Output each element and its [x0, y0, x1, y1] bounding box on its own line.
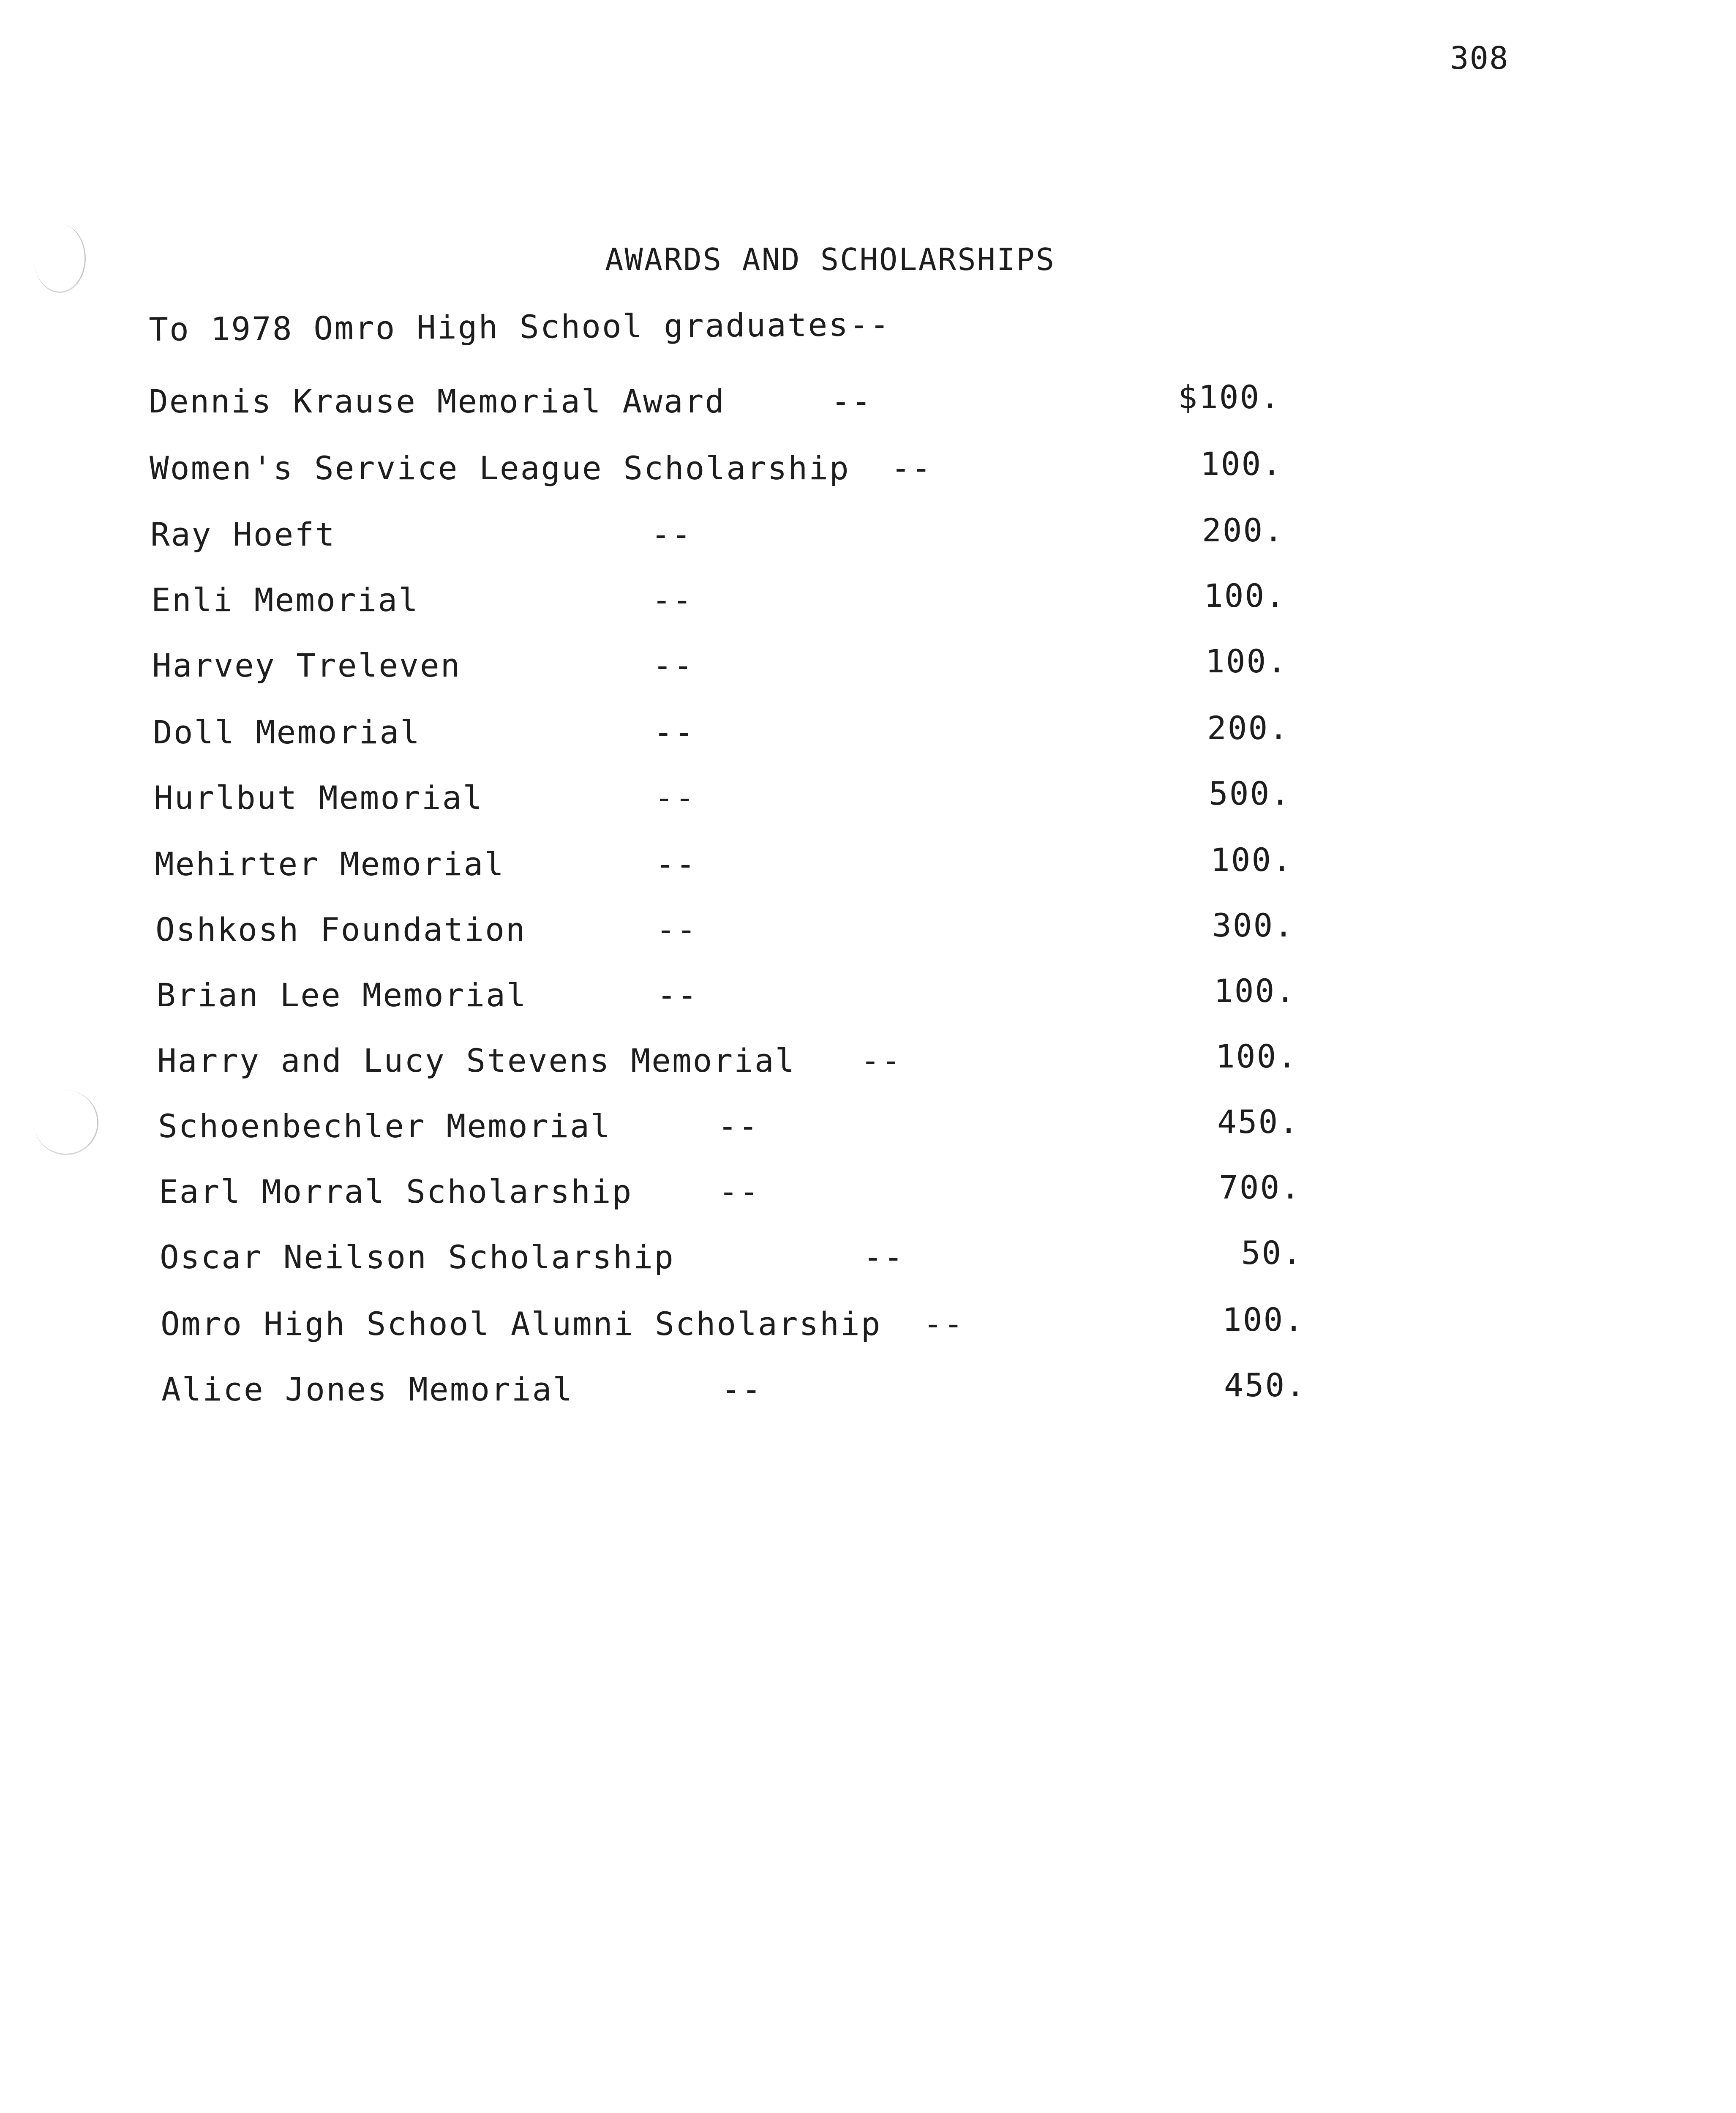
award-amount: 700.: [1218, 1168, 1301, 1206]
award-name: Hurlbut Memorial: [154, 779, 484, 816]
award-dash: --: [654, 713, 695, 751]
award-name: Earl Morral Scholarship: [159, 1173, 633, 1210]
award-amount: 450.: [1224, 1366, 1306, 1404]
award-amount: 100.: [1222, 1301, 1305, 1338]
award-dash: --: [653, 647, 694, 684]
award-dash: --: [719, 1173, 760, 1210]
award-amount: 50.: [1241, 1234, 1303, 1272]
award-dash: --: [721, 1370, 763, 1408]
award-name: Doll Memorial: [153, 713, 421, 751]
award-amount: 100.: [1203, 577, 1286, 614]
award-name: Omro High School Alumni Scholarship: [161, 1305, 882, 1343]
award-dash: --: [657, 976, 698, 1014]
award-name: Harvey Treleven: [152, 647, 461, 684]
award-name: Harry and Lucy Stevens Memorial: [157, 1042, 796, 1079]
award-name: Schoenbechler Memorial: [158, 1107, 611, 1145]
award-dash: --: [656, 911, 698, 948]
award-amount: 100.: [1210, 841, 1293, 879]
award-dash: --: [718, 1107, 759, 1145]
award-name: Mehirter Memorial: [155, 845, 505, 883]
intro-line: To 1978 Omro High School graduates--: [149, 305, 891, 348]
award-dash: --: [655, 845, 697, 883]
award-name: Dennis Krause Memorial Award: [149, 382, 726, 420]
award-dash: --: [891, 449, 932, 487]
award-dash: --: [923, 1305, 965, 1343]
award-dash: --: [652, 581, 693, 619]
award-name: Brian Lee Memorial: [156, 976, 527, 1014]
award-amount: $100.: [1178, 378, 1281, 416]
award-amount: 100.: [1215, 1037, 1298, 1075]
award-amount: 500.: [1208, 775, 1291, 812]
award-name: Women's Service League Scholarship: [150, 449, 850, 487]
award-dash: --: [651, 516, 692, 553]
page-title: AWARDS AND SCHOLARSHIPS: [605, 242, 1055, 277]
award-dash: --: [861, 1042, 902, 1079]
award-name: Oscar Neilson Scholarship: [160, 1238, 675, 1276]
award-amount: 200.: [1202, 511, 1284, 549]
award-amount: 450.: [1217, 1103, 1300, 1141]
award-amount: 100.: [1205, 642, 1288, 680]
award-amount: 200.: [1207, 709, 1289, 747]
page-number: 308: [1450, 40, 1509, 76]
award-name: Oshkosh Foundation: [155, 911, 526, 948]
award-dash: --: [654, 779, 696, 816]
award-dash: --: [863, 1238, 905, 1276]
award-name: Enli Memorial: [151, 581, 419, 619]
hole-punch-mark-middle: [34, 1090, 98, 1155]
hole-punch-mark-top: [34, 224, 86, 293]
award-amount: 100.: [1213, 972, 1296, 1010]
award-amount: 300.: [1212, 906, 1295, 944]
award-name: Ray Hoeft: [150, 516, 336, 553]
award-name: Alice Jones Memorial: [161, 1370, 574, 1408]
award-amount: 100.: [1200, 445, 1283, 483]
award-dash: --: [831, 382, 872, 420]
